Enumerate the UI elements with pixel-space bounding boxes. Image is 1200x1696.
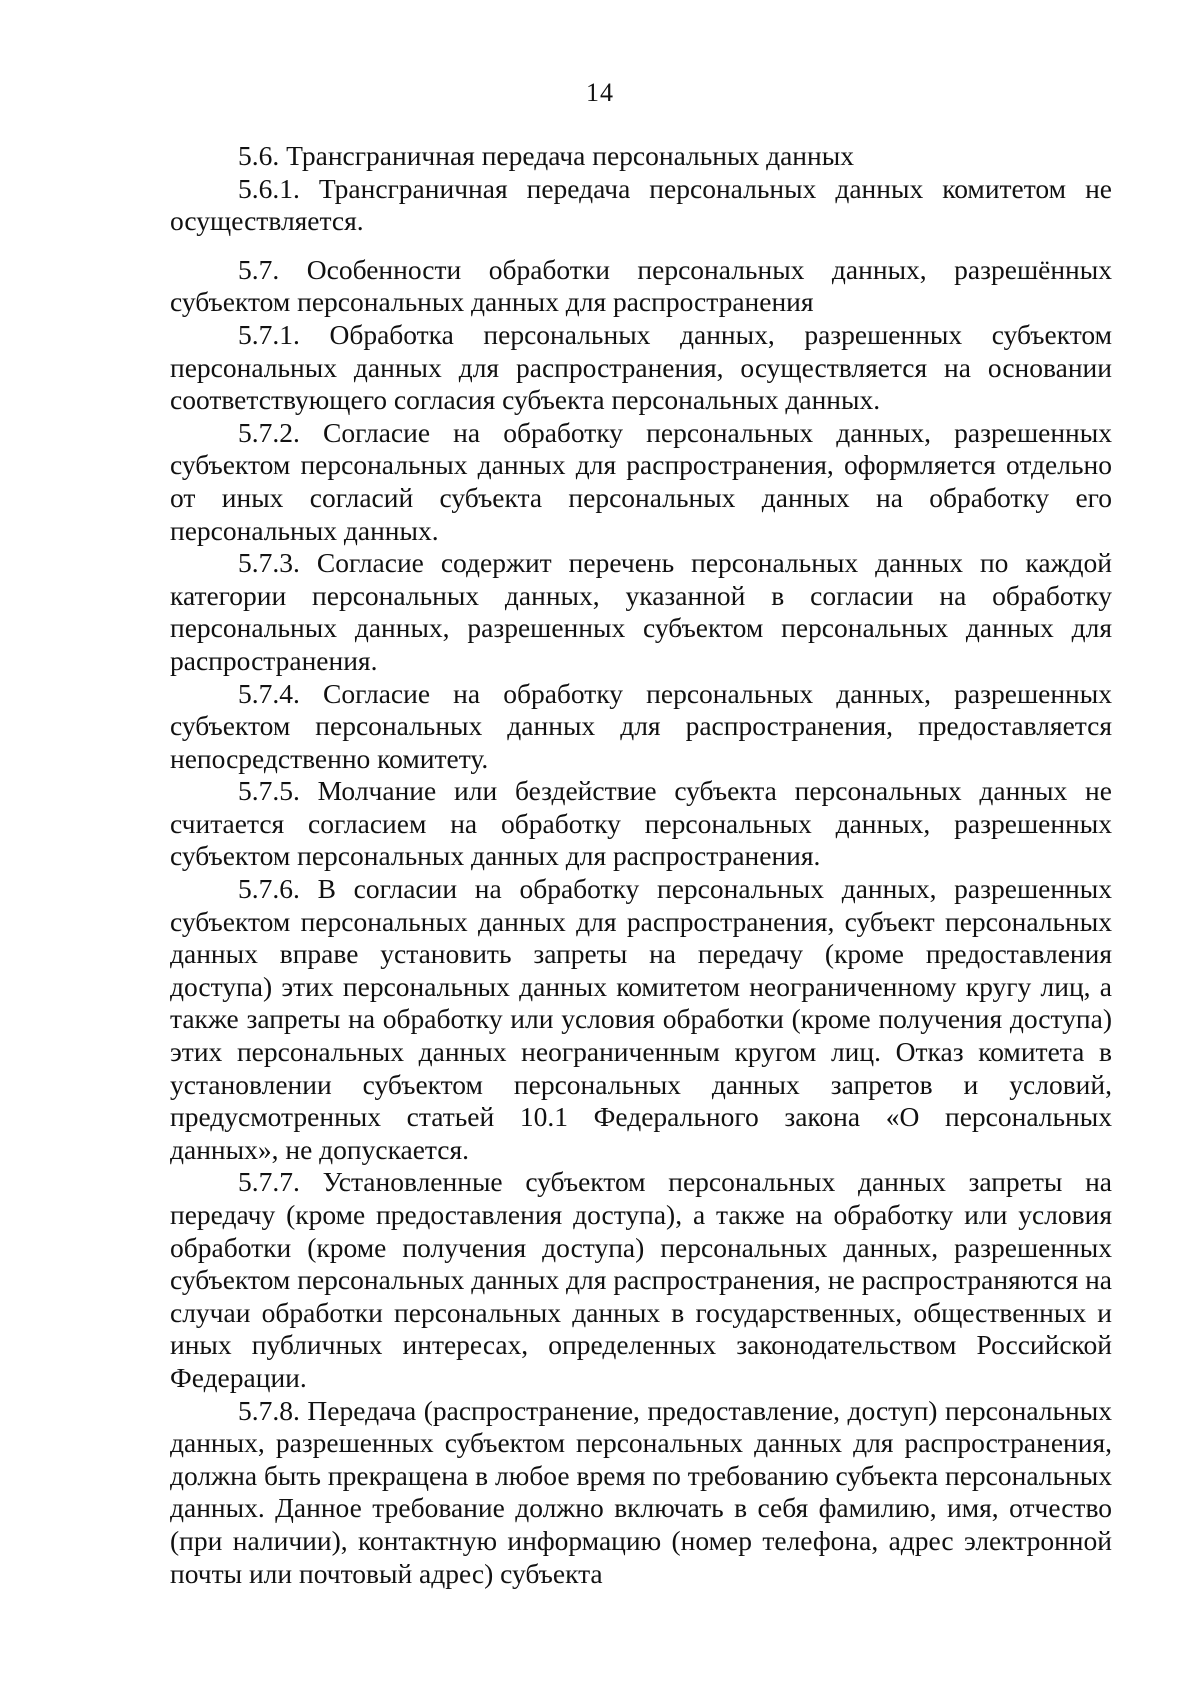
paragraph-5-7-4: 5.7.4. Согласие на обработку персональных данных, разрешенных субъектом персональных данных для распространения, предоставляется непосредственно комитету. <box>170 677 1112 774</box>
heading-5-6: 5.6. Трансграничная передача персональных данных <box>238 140 854 171</box>
heading-5-7: 5.7. Особенности обработки персональных данных, разрешённых субъектом персональных данных для распространения <box>170 253 1112 318</box>
page-number: 14 <box>586 78 614 107</box>
document-body <box>170 140 1112 1590</box>
paragraph-5-7-1: 5.7.1. Обработка персональных данных, разрешенных субъектом персональных данных для распространения, осуществляется на основании соответствующего согласия субъекта персональных данных. <box>170 318 1112 416</box>
paragraph-5-7-7: 5.7.7. Установленные субъектом персональных данных запреты на передачу (кроме предоставления доступа), а также на обработку или условия обработки (кроме получения доступа) персональных данных, разрешенных субъектом персональных данных для распространения, не распространяются на случаи обработки персональных данных в государственных, общественных и иных публичных интересах, определенных законодательством Российской Федерации. <box>170 1166 1112 1393</box>
paragraph-5-7-8: 5.7.8. Передача (распространение, предоставление, доступ) персональных данных, разрешенных субъектом персональных данных для распространения, должна быть прекращена в любое время по требованию субъекта персональных данных. Данное требование должно включать в себя фамилию, имя, отчество (при наличии), контактную информацию (номер телефона, адрес электронной почты или почтовый адрес) субъекта <box>170 1394 1112 1589</box>
paragraph-5-7-5: 5.7.5. Молчание или бездействие субъекта персональных данных не считается согласием на обработку персональных данных, разрешенных субъектом персональных данных для распространения. <box>170 775 1112 872</box>
paragraph-5-7-6: 5.7.6. В согласии на обработку персональных данных, разрешенных субъектом персональных данных для распространения, субъект персональных данных вправе установить запреты на передачу (кроме предоставления доступа) этих персональных данных комитетом неограниченному кругу лиц, а также запреты на обработку или условия обработки (кроме получения доступа) этих персональных данных неограниченным кругом лиц. Отказ комитета в установлении субъектом персональных данных запретов и условий, предусмотренных статьей 10.1 Федерального закона «О персональных данных», не допускается. <box>170 873 1112 1165</box>
paragraph-5-7-3: 5.7.3. Согласие содержит перечень персональных данных по каждой категории персональных данных, указанной в согласии на обработку персональных данных, разрешенных субъектом персональных данных для распространения. <box>170 547 1112 676</box>
paragraph-5-6-1: 5.6.1. Трансграничная передача персональных данных комитетом не осуществляется. <box>170 172 1112 237</box>
paragraph-5-7-2: 5.7.2. Согласие на обработку персональных данных, разрешенных субъектом персональных данных для распространения, оформляется отдельно от иных согласий субъекта персональных данных на обработку его персональных данных. <box>170 416 1112 546</box>
